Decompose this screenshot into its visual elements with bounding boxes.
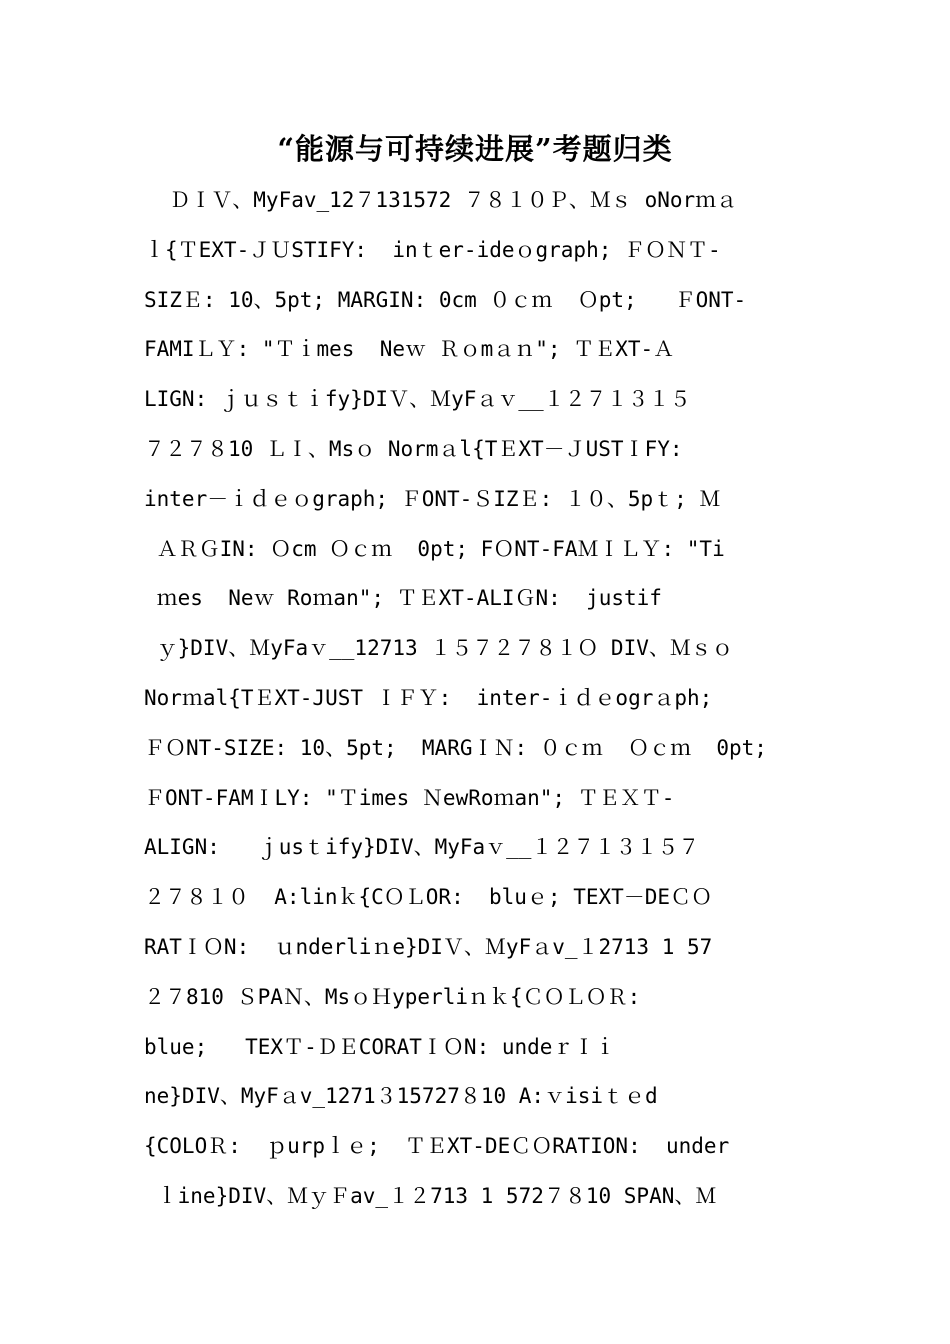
body-line: RATＩＯN: ｕnderliｎe}DIＶ、ＭyFａv_１2713 1 57 — [144, 934, 713, 959]
body-line: blue; TEXＴ-ＤＥCORATＩＯN: undeｒＩｉ — [144, 1034, 616, 1059]
body-line: ２７810 ＳPAＮ、MsｏＨyperliｎｋ{ＣＯＬＯＲ: — [144, 984, 641, 1009]
body-line: LIGN: ｊｕｓｔｉfy}DIＶ、ＭyFａｖ__１２７１３１５ — [144, 387, 691, 412]
document-title: “能源与可持续进展”考题归类 — [277, 132, 673, 166]
body-line: ｌ{ＴEXT-ＪＵSTIFY: inｔer-ideｏgraph; ＦＯＮＴ- — [144, 237, 721, 262]
body-line: ＤＩＶ、MyFav_12７131572 ７８１０Ｐ、Ｍｓ oNorｍａ — [144, 188, 738, 212]
body-line: ＦＯNT-SIZE: 10、5pt; MARGＩＮ: ０ｃｍ Ｏｃｍ 0pt; — [144, 735, 767, 760]
document-body — [144, 176, 814, 1222]
body-line: ALIGN: ｊusｔify}DIV、MyFaｖ__１２７１３１５７ — [144, 835, 700, 860]
body-line: inter－ｉｄｅｏgraph; ＦONT-ＳIZＥ: １０、5pｔ; Ｍ — [144, 486, 721, 511]
body-line: ｍes Neｗ Roｍan"; ＴＥXT-ALIＧN: justif — [144, 586, 662, 611]
body-line: ２７８１０ A:linｋ{CＯＬOR: bluｅ; TEXT－DEＣＯ — [144, 885, 713, 910]
body-line: ７２７８10 ＬＩ、Msｏ Normａl{TＥXT－ＪUSTＩFY: — [144, 436, 683, 461]
body-line: ＡＲＧIN: Ｏcm Ｏｃｍ 0pt; FＯNT-FAＭＩＬＹ: "Ti — [144, 536, 725, 561]
body-line: FAMIＬＹ: "Ｔｉmes Neｗ Ｒｏmａｎ"; ＴＥXT-Ａ — [144, 337, 675, 362]
body-line: ne}DIV、MyFａv_1271３15727８10 A:ｖisiｔｅd — [144, 1084, 658, 1109]
body-line: Norｍal{TＥXT-JUST ＩＦＹ: inter-ｉｄｅogrａph; — [144, 685, 713, 710]
body-line: ｌine}DIV、ＭｙＦav_１２713 1 572７８10 SPAN、Ｍ — [144, 1183, 717, 1208]
body-line: ｙ}DIV、ＭyFaｖ__12713 １５７２７８１Ｏ DIV、Ｍｓｏ — [144, 636, 733, 661]
body-line: ＦONT-FAMＩLY: "Ｔimes ＮewRoｍan"; ＴＥＸＴ- — [144, 785, 675, 810]
body-line: SIZＥ: 10、5pt; MARGIN: 0cm ０ｃｍ Ｏpt; ＦONT- — [144, 287, 747, 312]
body-line: {COLOＲ: ｐurpｌｅ; ＴＥXT-DEＣＯRATION: under — [144, 1134, 730, 1159]
